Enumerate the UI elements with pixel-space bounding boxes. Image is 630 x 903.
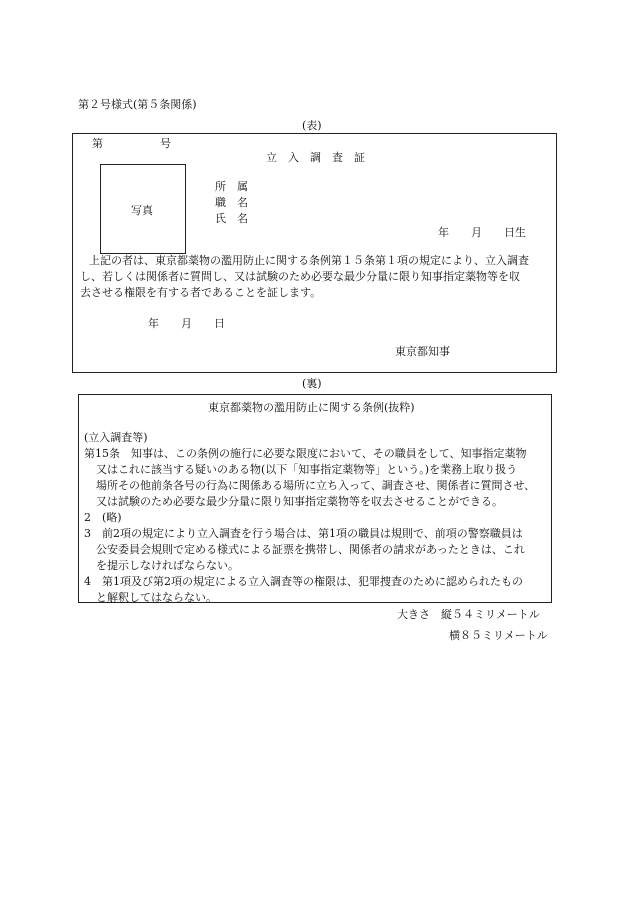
article-line: 場所その他前条各号の行為に関係ある場所に立ち入って、調査させ、関係者に質問させ、	[96, 479, 536, 492]
article-line: 又はこれに該当する疑いのある物(以下「知事指定薬物等」という。)を業務上取り扱う	[96, 463, 518, 476]
issue-date: 年 月 日	[148, 317, 225, 330]
article-caption: (立入調査等)	[84, 431, 148, 444]
front-body-line-3: 去させる権限を有する者であることを証します。	[80, 286, 322, 299]
back-label: (裏)	[302, 377, 322, 390]
number-dai: 第	[92, 137, 103, 150]
article-line: 公安委員会規則で定める様式による証票を携帯し、関係者の請求があったときは、これ	[96, 543, 525, 556]
field-affiliation: 所 属	[215, 180, 248, 193]
photo-label: 写真	[131, 204, 153, 217]
article-line: 第15条 知事は、この条例の施行に必要な限度において、その職員をして、知事指定薬物	[84, 447, 527, 460]
form-title: 第２号様式(第５条関係)	[78, 98, 197, 111]
field-name: 氏 名	[215, 212, 248, 225]
size-vertical: 大きさ 縦５４ミリメートル	[397, 608, 540, 621]
article-line: を提示しなければならない。	[96, 559, 239, 572]
article-line: 3 前2項の規定により立入調査を行う場合は、第1項の職員は規則で、前項の警察職員は	[84, 527, 523, 540]
front-body-line-2: し、若しくは関係者に質問し、又は試験のため必要な最少分量に限り知事指定薬物等を収	[80, 270, 520, 283]
card-title: 立 入 調 査 証	[266, 151, 365, 164]
front-body-line-1: 上記の者は、東京都薬物の濫用防止に関する条例第１５条第１項の規定により、立入調査	[89, 254, 529, 267]
article-line: 又は試験のため必要な最少分量に限り知事指定薬物等を収去させることができる。	[96, 495, 503, 508]
article-line: と解釈してはならない。	[96, 591, 217, 604]
birth-date: 年 月 日生	[438, 226, 526, 239]
article-line: 4 第1項及び第2項の規定による立入調査等の権限は、犯罪捜査のために認められたもの	[84, 575, 523, 588]
article-line: 2 (略)	[84, 511, 122, 524]
front-label: (表)	[302, 119, 322, 132]
issuer: 東京都知事	[395, 345, 450, 358]
field-position: 職 名	[215, 196, 248, 209]
ordinance-title: 東京都薬物の濫用防止に関する条例(抜粋)	[208, 401, 415, 414]
number-go: 号	[160, 137, 171, 150]
size-horizontal: 横８５ミリメートル	[449, 629, 548, 642]
